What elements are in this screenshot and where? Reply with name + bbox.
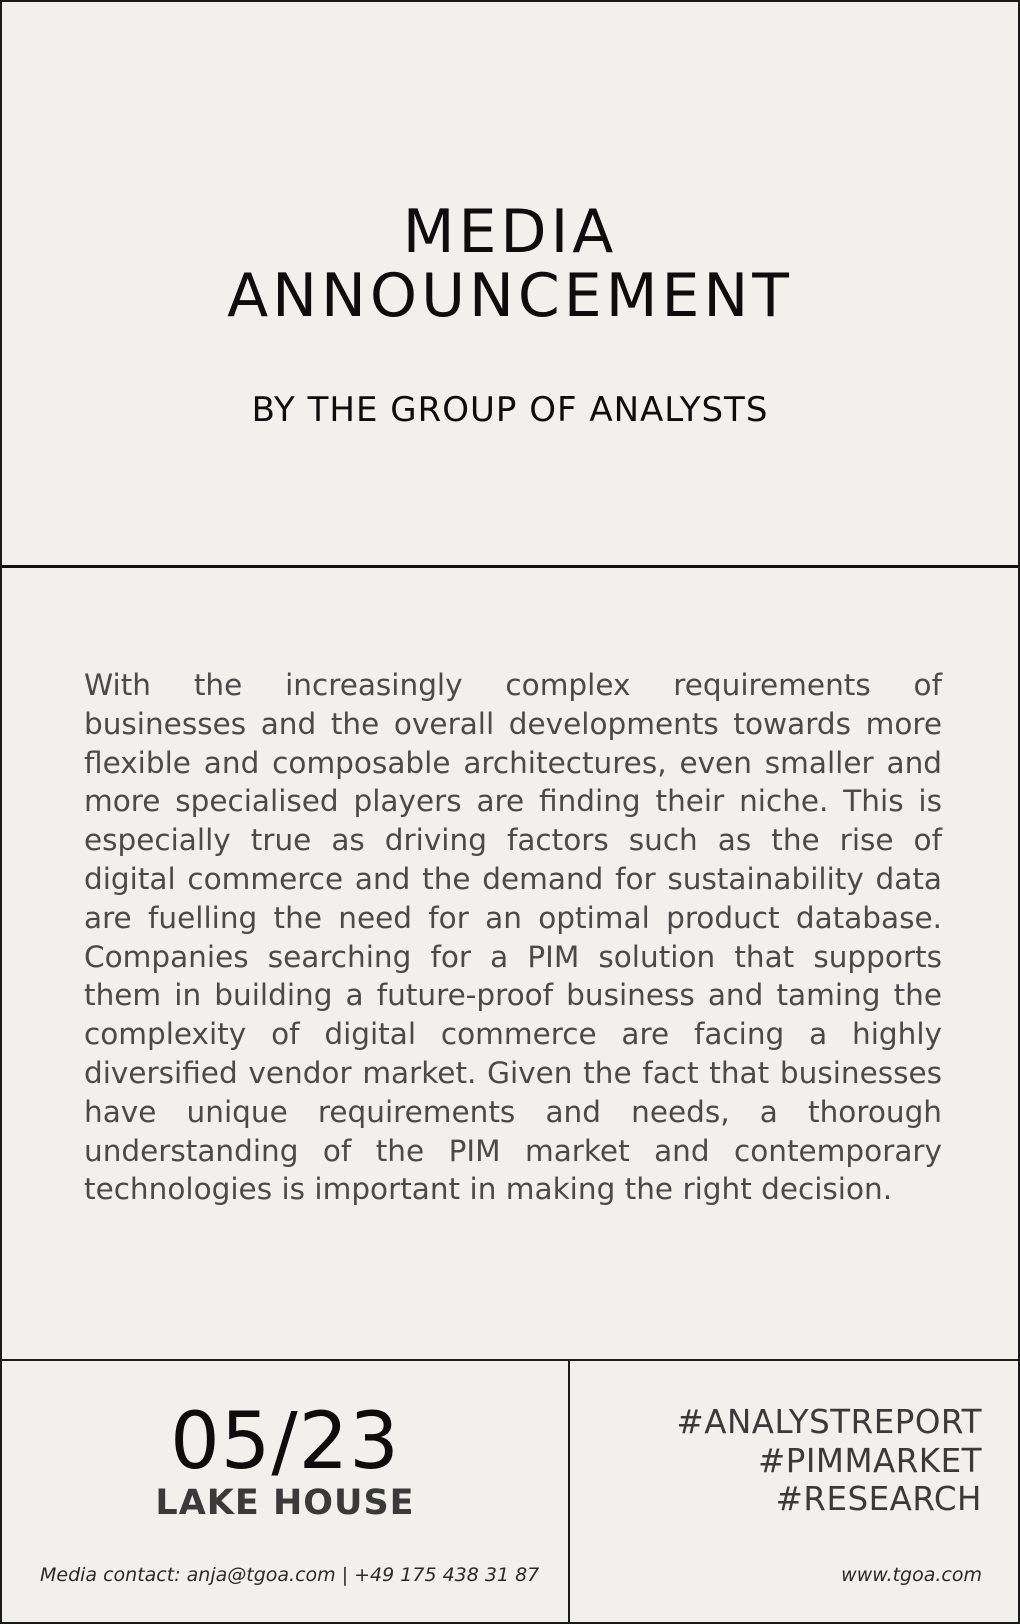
date: 05/23 <box>170 1397 400 1487</box>
header-section <box>2 2 1018 568</box>
title-line-2: ANNOUNCEMENT <box>227 261 793 331</box>
website-link[interactable]: www.tgoa.com <box>841 1564 982 1586</box>
hashtag-analystreport: #ANALYSTREPORT <box>676 1403 982 1441</box>
hashtag-research: #RESEARCH <box>775 1480 982 1518</box>
footer-section <box>2 1359 1018 1622</box>
hashtag-list <box>677 1403 983 1519</box>
body-paragraph: With the increasingly complex requirements of businesses and the overall developments towards more flexible and composable architectures, even smaller and more specialised players are finding their niche. This is especially true as driving factors such as the rise of digital commerce and the demand for sustainability data are fuelling the need for an optimal product database. Companies searching for a PIM solution that supports them in building a future-proof business and taming the complexity of digital commerce are facing a highly diversified vendor market. Given the fact that businesses have unique requirements and needs, a thorough understanding of the PIM market and contemporary technologies is important in making the right decision. <box>84 668 942 1207</box>
title-line-1: MEDIA <box>402 197 618 267</box>
footer-divider <box>568 1361 570 1624</box>
hashtag-pimmarket: #PIMMARKET <box>757 1441 982 1480</box>
location: LAKE HOUSE <box>155 1483 415 1523</box>
subtitle: BY THE GROUP OF ANALYSTS <box>251 390 769 430</box>
media-contact: Media contact: anja@tgoa.com | +49 175 438 31 87 <box>40 1564 540 1586</box>
